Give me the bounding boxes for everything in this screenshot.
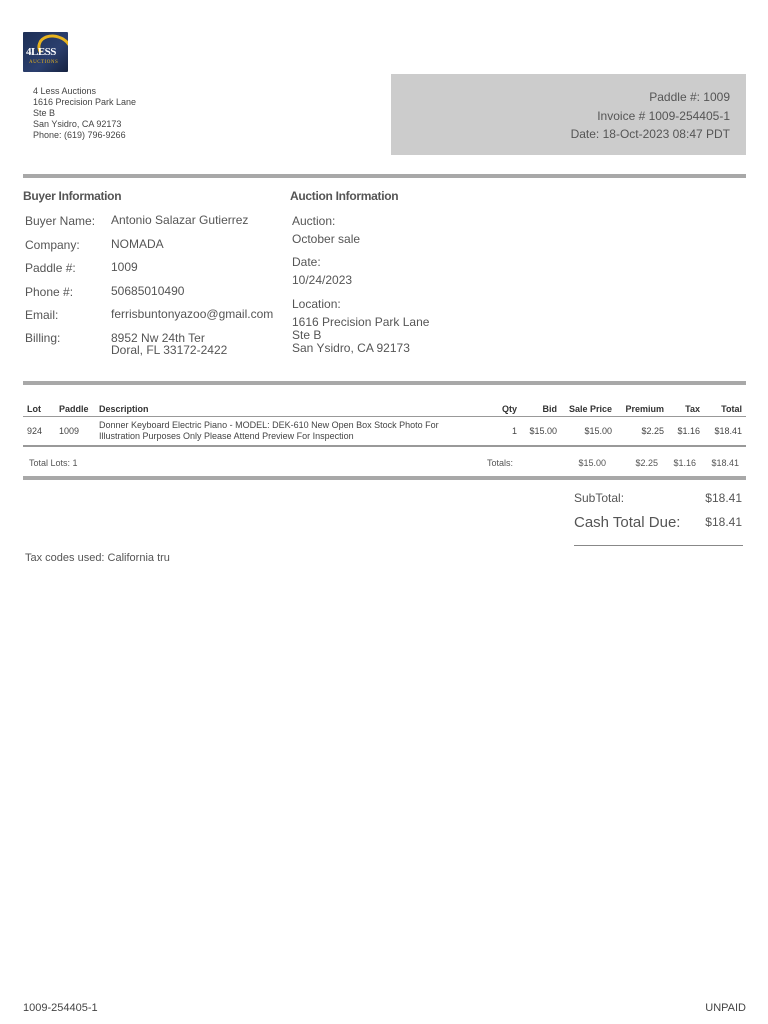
row-bid: $15.00 — [529, 426, 557, 436]
row-description-line1: Donner Keyboard Electric Piano - MODEL: DEK-610 New Open Box Stock Photo For — [99, 420, 439, 430]
subtotal-value: $18.41 — [705, 491, 742, 505]
buyer-info-title: Buyer Information — [23, 189, 122, 203]
company-address — [33, 86, 136, 141]
location-line3: San Ysidro, CA 92173 — [292, 341, 410, 355]
header-date: Date: 18-Oct-2023 08:47 PDT — [570, 127, 730, 141]
row-tax: $1.16 — [677, 426, 700, 436]
row-sale-price: $15.00 — [584, 426, 612, 436]
paddle-label: Paddle #: — [25, 261, 76, 275]
row-premium: $2.25 — [641, 426, 664, 436]
totals-label: Totals: — [487, 458, 514, 468]
row-lot: 924 — [27, 426, 43, 436]
totals-premium: $2.25 — [635, 458, 658, 468]
col-lot: Lot — [23, 400, 55, 417]
row-total: $18.41 — [714, 426, 742, 436]
buyer-name-label: Buyer Name: — [25, 214, 96, 228]
email-value: ferrisbuntonyazoo@gmail.com — [111, 307, 274, 321]
row-description-line2: Illustration Purposes Only Please Attend Preview For Inspection — [99, 431, 354, 441]
totals-sale: $15.00 — [578, 458, 606, 468]
table-row — [23, 417, 746, 446]
company-address-line2: Ste B — [33, 108, 56, 118]
col-qty: Qty — [483, 400, 521, 417]
divider — [23, 381, 746, 385]
tax-codes-note: Tax codes used: California tru — [25, 552, 170, 564]
location-label: Location: — [292, 297, 341, 311]
totals-tax: $1.16 — [673, 458, 696, 468]
divider — [23, 446, 746, 447]
company-address-line1: 1616 Precision Park Lane — [33, 97, 137, 107]
col-premium: Premium — [616, 400, 668, 417]
buyer-name-value: Antonio Salazar Gutierrez — [111, 213, 249, 227]
auction-date-label: Date: — [292, 255, 321, 269]
summary-underline — [574, 545, 743, 546]
divider — [23, 174, 746, 178]
col-tax: Tax — [668, 400, 704, 417]
cash-total-label: Cash Total Due: — [574, 514, 681, 531]
auction-date-value: 10/24/2023 — [292, 273, 353, 287]
billing-line1: 8952 Nw 24th Ter — [111, 331, 205, 345]
row-qty: 1 — [511, 426, 517, 436]
header-invoice: Invoice # 1009-254405-1 — [597, 109, 730, 123]
divider — [23, 476, 746, 480]
col-description: Description — [95, 400, 483, 417]
items-table — [23, 400, 746, 446]
footer-invoice-number: 1009-254405-1 — [23, 1002, 98, 1014]
billing-line2: Doral, FL 33172-2422 — [111, 343, 228, 357]
logo-subtext: AUCTIONS — [29, 60, 59, 65]
company-name: 4 Less Auctions — [33, 86, 97, 96]
location-line1: 1616 Precision Park Lane — [292, 315, 430, 329]
table-header-row — [23, 400, 746, 417]
col-bid: Bid — [521, 400, 561, 417]
company-label: Company: — [25, 238, 80, 252]
row-description — [95, 417, 483, 446]
location-line2: Ste B — [292, 328, 322, 342]
company-phone: Phone: (619) 796-9266 — [33, 130, 126, 140]
company-value: NOMADA — [111, 237, 164, 251]
totals-total: $18.41 — [711, 458, 739, 468]
company-city: San Ysidro, CA 92173 — [33, 119, 122, 129]
row-paddle: 1009 — [59, 426, 80, 436]
email-label: Email: — [25, 308, 59, 322]
cash-total-value: $18.41 — [705, 515, 742, 529]
col-sale-price: Sale Price — [561, 400, 616, 417]
auction-info-title: Auction Information — [290, 189, 399, 203]
company-logo — [23, 32, 68, 72]
auction-label: Auction: — [292, 214, 336, 228]
col-total: Total — [704, 400, 746, 417]
invoice-header-box — [391, 74, 746, 155]
total-lots: Total Lots: 1 — [29, 458, 78, 468]
subtotal-label: SubTotal: — [574, 491, 625, 505]
header-paddle: Paddle #: 1009 — [649, 90, 730, 104]
col-paddle: Paddle — [55, 400, 95, 417]
phone-value: 50685010490 — [111, 284, 185, 298]
logo-text: 4LESS — [26, 46, 56, 58]
auction-value: October sale — [292, 232, 361, 246]
footer-status: UNPAID — [705, 1002, 746, 1014]
paddle-value: 1009 — [111, 260, 138, 274]
billing-label: Billing: — [25, 331, 61, 345]
phone-label: Phone #: — [25, 285, 74, 299]
